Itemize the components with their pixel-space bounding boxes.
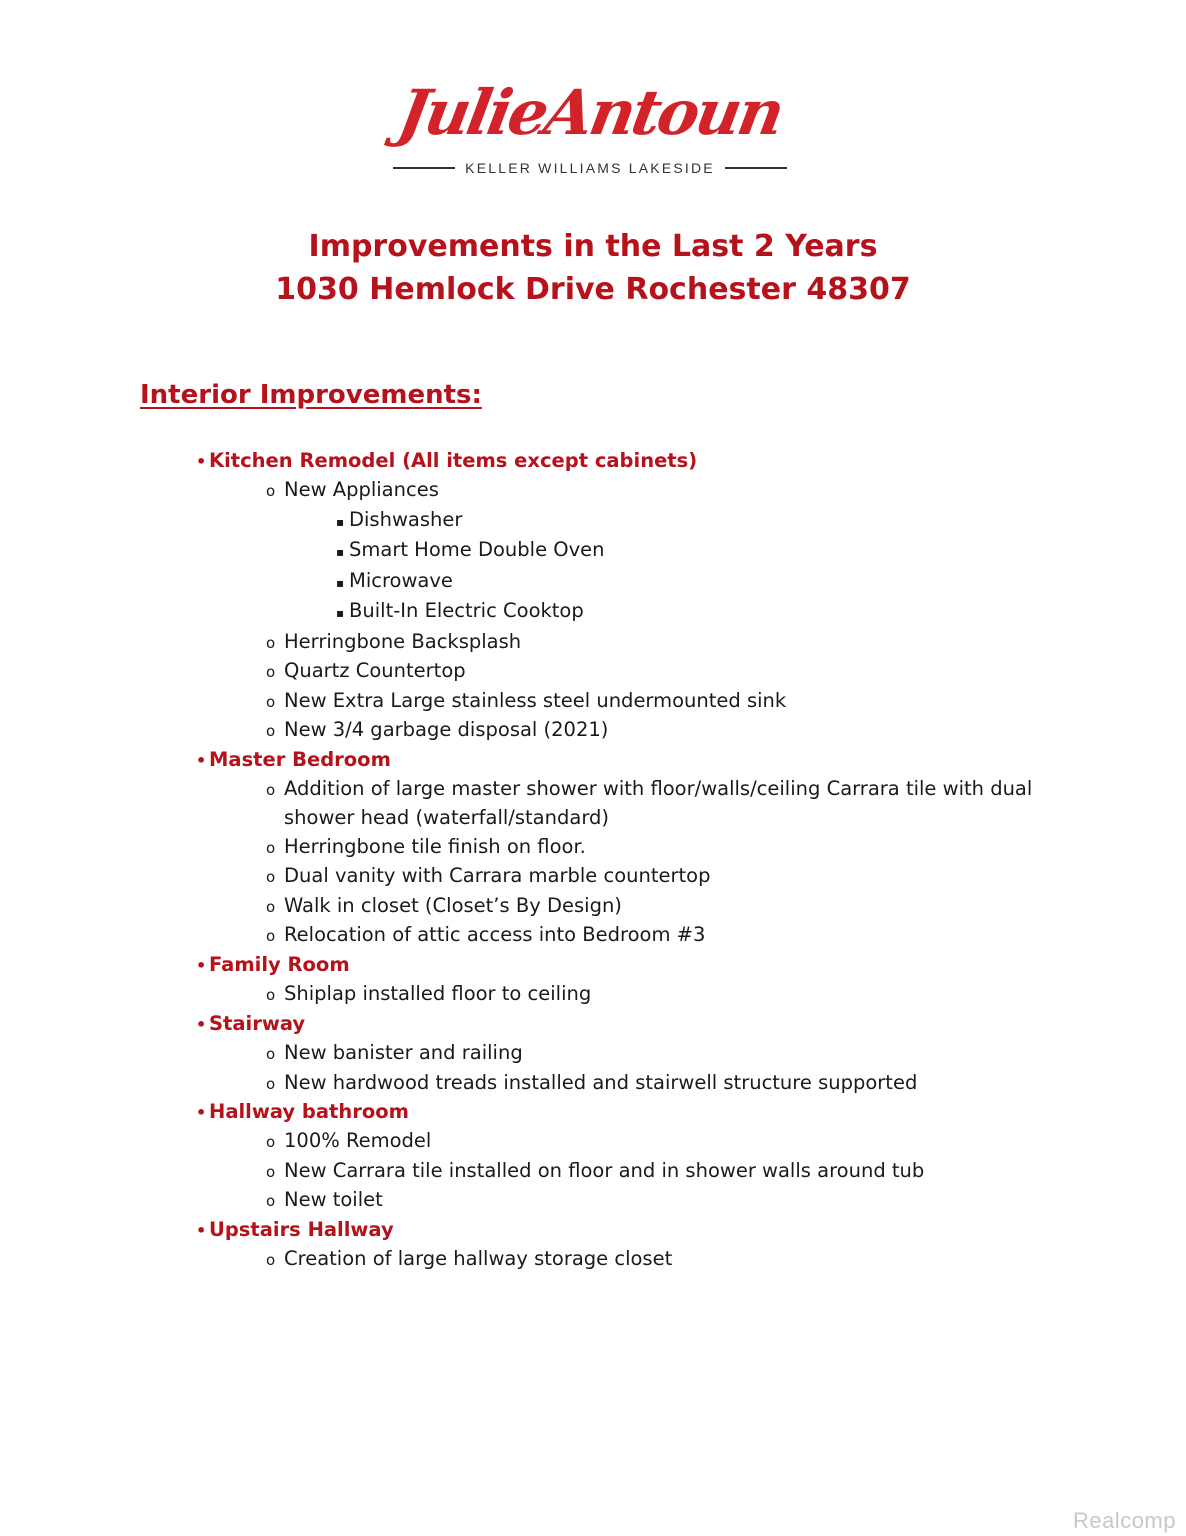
bullet-icon: • bbox=[196, 1102, 207, 1122]
sub-item bbox=[0, 628, 1186, 657]
item-text: New 3/4 garbage disposal (2021) bbox=[284, 718, 609, 742]
logo-subtitle: KELLER WILLIAMS LAKESIDE bbox=[465, 160, 715, 176]
item-text: shower head (waterfall/standard) bbox=[284, 806, 609, 830]
item-text: New banister and railing bbox=[284, 1041, 523, 1065]
item-text: Master Bedroom bbox=[209, 747, 391, 771]
circle-bullet-icon: o bbox=[266, 482, 276, 501]
circle-bullet-icon: o bbox=[266, 692, 276, 711]
sub-item bbox=[0, 775, 1186, 804]
item-text: New Appliances bbox=[284, 478, 439, 502]
sub-item bbox=[0, 476, 1186, 505]
brand-logo bbox=[380, 68, 800, 188]
category-item bbox=[0, 951, 1186, 980]
item-text: Dishwasher bbox=[349, 507, 463, 531]
circle-bullet-icon: o bbox=[266, 722, 276, 741]
circle-bullet-icon: o bbox=[266, 1074, 276, 1093]
circle-bullet-icon: o bbox=[266, 868, 276, 887]
sub-item bbox=[0, 921, 1186, 950]
bullet-icon: • bbox=[196, 452, 207, 471]
category-item bbox=[0, 1216, 1186, 1245]
sub-item bbox=[0, 980, 1186, 1009]
improvement-list bbox=[0, 447, 1186, 1275]
circle-bullet-icon: o bbox=[266, 838, 276, 857]
circle-bullet-icon: o bbox=[266, 663, 276, 682]
item-text: Quartz Countertop bbox=[284, 659, 466, 683]
square-bullet-icon: ▪ bbox=[336, 545, 345, 560]
circle-bullet-icon: o bbox=[266, 927, 276, 946]
logo-rule-left bbox=[393, 167, 455, 169]
item-text: Smart Home Double Oven bbox=[349, 538, 605, 562]
square-bullet-icon: ▪ bbox=[336, 575, 345, 590]
sub-item bbox=[0, 657, 1186, 686]
item-text: Dual vanity with Carrara marble countertop bbox=[284, 864, 711, 888]
sub-item bbox=[0, 862, 1186, 891]
sub-item bbox=[0, 1245, 1186, 1274]
item-text: Walk in closet (Closet’s By Design) bbox=[284, 893, 622, 917]
logo-rule-right bbox=[725, 167, 787, 169]
item-text: New Carrara tile installed on floor and in shower walls around tub bbox=[284, 1158, 925, 1182]
item-text: Addition of large master shower with floor/walls/ceiling Carrara tile with dual bbox=[284, 776, 1033, 800]
circle-bullet-icon: o bbox=[266, 986, 276, 1005]
sub-item bbox=[0, 687, 1186, 716]
item-text: New toilet bbox=[284, 1188, 383, 1212]
sub-item bbox=[0, 1069, 1186, 1098]
item-text: Herringbone Backsplash bbox=[284, 629, 522, 653]
logo-subtitle-row bbox=[380, 156, 800, 180]
item-text: Hallway bathroom bbox=[209, 1099, 409, 1123]
item-text: 100% Remodel bbox=[284, 1129, 432, 1153]
detail-item bbox=[0, 536, 1186, 566]
category-item bbox=[0, 447, 1186, 476]
sub-item bbox=[0, 1157, 1186, 1186]
logo-name: JulieAntoun bbox=[392, 76, 788, 149]
item-text: Herringbone tile finish on floor. bbox=[284, 834, 586, 858]
square-bullet-icon: ▪ bbox=[336, 606, 345, 621]
item-text: Stairway bbox=[209, 1011, 306, 1035]
sub-item bbox=[0, 804, 1186, 832]
category-item bbox=[0, 1010, 1186, 1039]
item-text: Kitchen Remodel (All items except cabinets) bbox=[209, 449, 698, 472]
category-item bbox=[0, 1098, 1186, 1127]
item-text: Creation of large hallway storage closet bbox=[284, 1247, 673, 1271]
bullet-icon: • bbox=[196, 1220, 207, 1240]
item-text: Microwave bbox=[349, 568, 453, 592]
circle-bullet-icon: o bbox=[266, 1192, 276, 1211]
section-heading: Interior Improvements: bbox=[140, 380, 482, 410]
property-address: 1030 Hemlock Drive Rochester 48307 bbox=[275, 272, 911, 307]
circle-bullet-icon: o bbox=[266, 1045, 276, 1064]
circle-bullet-icon: o bbox=[266, 1251, 276, 1270]
sub-item bbox=[0, 892, 1186, 921]
circle-bullet-icon: o bbox=[266, 1133, 276, 1152]
detail-item bbox=[0, 567, 1186, 597]
item-text: Family Room bbox=[209, 952, 350, 976]
sub-item bbox=[0, 1127, 1186, 1156]
detail-item bbox=[0, 506, 1186, 536]
item-text: Relocation of attic access into Bedroom #3 bbox=[284, 923, 706, 947]
document-title: Improvements in the Last 2 Years bbox=[308, 229, 878, 264]
circle-bullet-icon: o bbox=[266, 897, 276, 916]
item-text: Upstairs Hallway bbox=[209, 1217, 394, 1241]
bullet-icon: • bbox=[196, 1014, 207, 1034]
item-text: Built-In Electric Cooktop bbox=[349, 599, 584, 623]
watermark: Realcomp bbox=[1072, 1508, 1176, 1533]
circle-bullet-icon: o bbox=[266, 780, 276, 799]
sub-item bbox=[0, 716, 1186, 745]
detail-item bbox=[0, 597, 1186, 627]
item-text: New hardwood treads installed and stairwell structure supported bbox=[284, 1070, 918, 1094]
bullet-icon: • bbox=[196, 955, 207, 975]
circle-bullet-icon: o bbox=[266, 1162, 276, 1181]
sub-item bbox=[0, 833, 1186, 862]
bullet-icon: • bbox=[196, 750, 207, 770]
square-bullet-icon: ▪ bbox=[336, 514, 345, 529]
sub-item bbox=[0, 1186, 1186, 1215]
item-text: New Extra Large stainless steel undermounted sink bbox=[284, 688, 787, 712]
sub-item bbox=[0, 1039, 1186, 1068]
circle-bullet-icon: o bbox=[266, 633, 276, 652]
category-item bbox=[0, 746, 1186, 775]
item-text: Shiplap installed floor to ceiling bbox=[284, 982, 592, 1006]
